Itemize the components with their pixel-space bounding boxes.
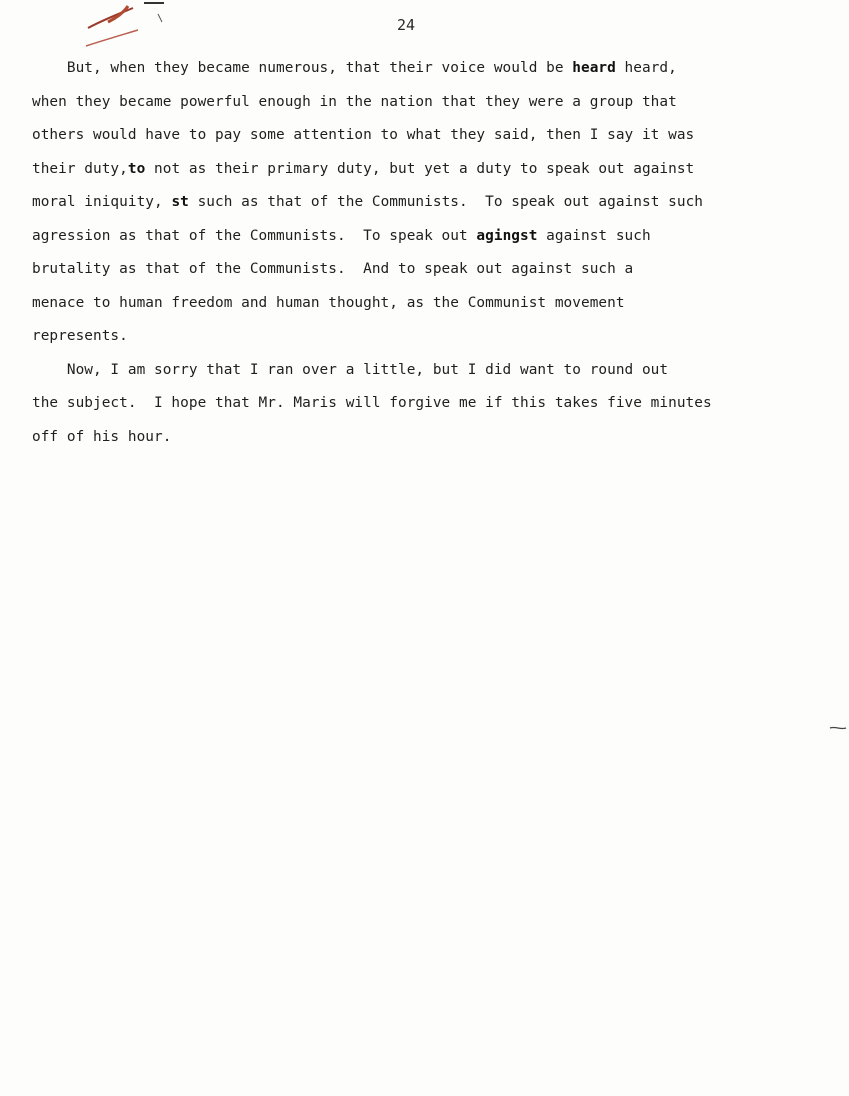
text-segment: brutality as that of the Communists. And to speak out against such a	[32, 261, 634, 277]
text-segment: menace to human freedom and human thought, as the Communist movement	[32, 294, 625, 311]
text-segment: when they became powerful enough in the nation that they were a group that	[32, 93, 677, 110]
text-segment: But, when they became numerous, that their voice would be	[32, 60, 573, 76]
text-line	[32, 153, 832, 187]
text-line	[32, 220, 832, 254]
text-segment: not as their primary duty, but yet a duty to speak out against	[145, 160, 695, 177]
text-line	[32, 421, 832, 455]
text-segment: heard,	[615, 60, 677, 76]
struck-out-word: st	[171, 194, 189, 210]
margin-tick-mark	[828, 722, 848, 734]
text-line	[32, 320, 832, 354]
text-segment: such as that of the Communists. To speak out against such	[188, 194, 703, 210]
text-segment: Now, I am sorry that I ran over a little, but I did want to round out	[32, 361, 669, 378]
text-segment: against such	[537, 227, 651, 244]
text-line	[32, 186, 832, 220]
text-segment: off of his hour.	[32, 428, 172, 445]
struck-out-word: agingst	[476, 227, 538, 244]
paragraph	[32, 52, 832, 354]
text-line	[32, 119, 832, 153]
struck-out-word: to	[127, 160, 146, 177]
text-line	[32, 86, 832, 120]
text-segment: the subject. I hope that Mr. Maris will forgive me if this takes five minutes	[32, 395, 712, 411]
text-line	[32, 52, 832, 86]
page-number: 24	[397, 16, 416, 34]
text-segment: their duty,	[32, 160, 128, 177]
ink-scribble-mark	[78, 0, 173, 55]
paragraph	[32, 354, 832, 455]
text-line	[32, 387, 832, 421]
text-segment: others would have to pay some attention to what they said, then I say it was	[32, 127, 695, 143]
text-segment: represents.	[32, 328, 128, 344]
text-line	[32, 287, 832, 321]
body-text	[32, 52, 832, 454]
text-line	[32, 354, 832, 388]
struck-out-word: heard	[572, 60, 616, 76]
text-line	[32, 253, 832, 287]
text-segment: agression as that of the Communists. To speak out	[32, 227, 477, 244]
text-segment: moral iniquity,	[32, 194, 172, 210]
